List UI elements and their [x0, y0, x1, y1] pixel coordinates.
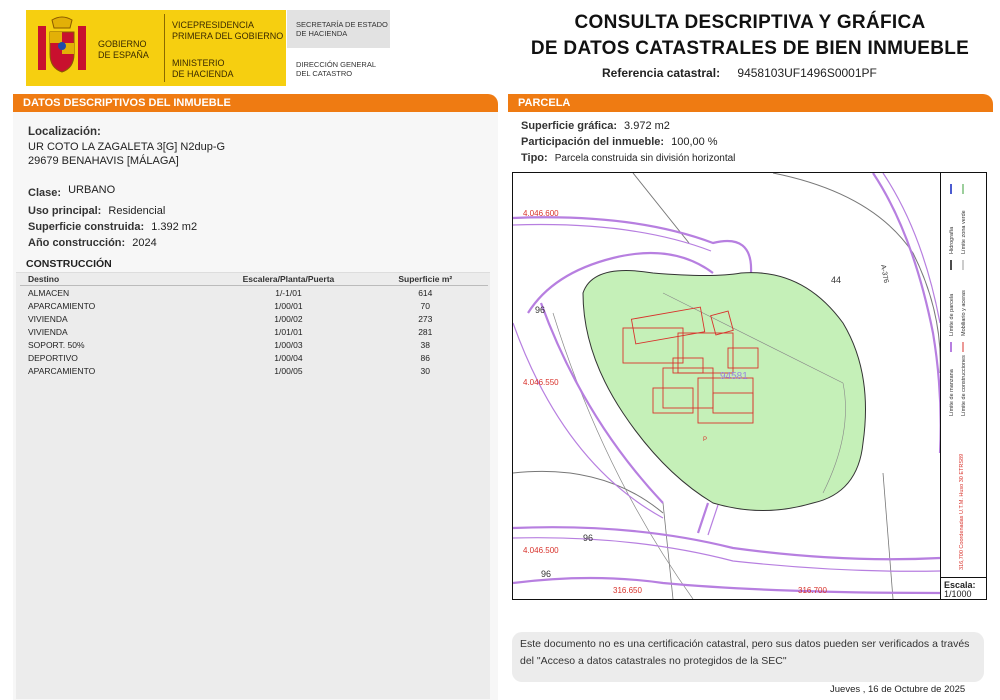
participacion-field	[521, 136, 718, 148]
label-96-a: 96	[535, 305, 546, 315]
cell-escalera: 1/00/03	[274, 339, 303, 350]
label-96-c: 96	[541, 569, 552, 579]
cell-destino: APARCAMIENTO	[28, 300, 96, 311]
sup-grafica-value: 3.972 m2	[624, 120, 670, 132]
section-datos-descriptivos	[13, 94, 498, 112]
legend-zona-verde: Límite zona verde	[961, 210, 967, 254]
title-line2: DE DATOS CATASTRALES DE BIEN INMUEBLE	[530, 38, 970, 59]
direccion-text	[296, 60, 376, 78]
cell-destino: VIVIENDA	[28, 313, 68, 324]
header-superficie: Superficie m²	[363, 273, 488, 286]
ministerio-text	[172, 58, 234, 80]
vice-line1: VICEPRESIDENCIA	[172, 20, 255, 30]
table-row	[20, 312, 488, 325]
label-96-b: 96	[583, 533, 594, 543]
anio-value: 2024	[132, 237, 157, 249]
participacion-label: Participación del inmueble:	[521, 136, 665, 148]
disclaimer-text: Este documento no es una certificación catastral, pero sus datos pueden ser verificados a través del "Acceso a datos catastrales no protegidos de la SEC"	[520, 638, 970, 667]
table-header-row	[20, 273, 488, 286]
localizacion-block	[28, 126, 225, 167]
gobierno-line1: GOBIERNO	[98, 39, 147, 49]
ministerio-line2: DE HACIENDA	[172, 69, 234, 79]
localizacion-line1: UR COTO LA ZAGALETA 3[G] N2dup-G	[28, 141, 226, 153]
cell-superficie: 30	[420, 365, 431, 376]
cell-superficie: 70	[420, 300, 431, 311]
table-row	[20, 325, 488, 338]
cell-superficie: 38	[420, 339, 431, 350]
cell-escalera: 1/00/02	[274, 313, 303, 324]
legend-drawing	[941, 174, 986, 576]
table-row	[20, 286, 488, 300]
gobierno-line2: DE ESPAÑA	[98, 50, 149, 60]
legend-construcciones: Límite de construcciones	[961, 355, 967, 416]
tipo-value: Parcela construida sin división horizontal	[554, 153, 736, 164]
table-row	[20, 299, 488, 312]
cell-superficie: 281	[418, 326, 433, 337]
superficie-field	[28, 221, 197, 233]
tipo-label: Tipo:	[521, 152, 548, 164]
uso-label: Uso principal:	[28, 205, 102, 217]
vicepresidencia-text	[172, 20, 283, 42]
superficie-label: Superficie construida:	[28, 221, 145, 233]
secretaria-line1: SECRETARÍA DE ESTADO	[296, 20, 388, 29]
clase-field	[28, 184, 116, 199]
scale-value: 1/1000	[944, 589, 972, 599]
anio-label: Año construcción:	[28, 237, 126, 249]
localizacion-line2: 29679 BENAHAVIS [MÁLAGA]	[28, 155, 179, 167]
header-escalera: Escalera/Planta/Puerta	[214, 273, 362, 286]
coord-316700: 316.700	[798, 586, 827, 595]
coord-4046550: 4.046.550	[523, 378, 559, 387]
uso-value: Residencial	[108, 205, 166, 217]
section-parcela	[508, 94, 993, 112]
ref-value: 9458103UF1496S0001PF	[737, 66, 877, 80]
tipo-field	[521, 152, 735, 164]
secretaria-text	[296, 20, 388, 38]
page-title	[520, 10, 980, 62]
uso-field	[28, 205, 165, 217]
clase-value: URBANO	[68, 184, 116, 196]
cell-superficie: 86	[420, 352, 431, 363]
scale-box	[940, 577, 987, 600]
section-datos-title: DATOS DESCRIPTIVOS DEL INMUEBLE	[23, 97, 231, 109]
coat-of-arms-icon	[34, 16, 90, 80]
ministerio-line1: MINISTERIO	[172, 58, 225, 68]
participacion-value: 100,00 %	[671, 136, 718, 148]
coord-4046600: 4.046.600	[523, 209, 559, 218]
header-destino: Destino	[20, 273, 214, 286]
direccion-line1: DIRECCIÓN GENERAL	[296, 60, 377, 69]
legend-parcela: Límite de parcela	[949, 293, 955, 336]
cell-destino: ALMACEN	[28, 287, 70, 298]
logo-divider	[164, 14, 165, 82]
cell-escalera: 1/00/04	[274, 352, 303, 363]
legend-mobiliario: Mobiliario y aceras	[961, 290, 967, 336]
label-44: 44	[831, 275, 842, 285]
sup-grafica-label: Superficie gráfica:	[521, 120, 617, 132]
coord-316650: 316.650	[613, 586, 642, 595]
cell-escalera: 1/01/01	[274, 326, 303, 337]
referencia-catastral	[602, 66, 877, 80]
cell-destino: SOPORT. 50%	[28, 339, 85, 350]
secretaria-line2: DE HACIENDA	[296, 29, 348, 38]
cell-superficie: 614	[418, 287, 433, 298]
construccion-table	[20, 273, 488, 377]
ref-label: Referencia catastral:	[602, 66, 721, 80]
anio-field	[28, 237, 157, 249]
cell-destino: DEPORTIVO	[28, 352, 78, 363]
legend-hidrografia: Hidrografía	[949, 226, 955, 254]
cell-escalera: 1/-1/01	[275, 287, 302, 298]
disclaimer-notice	[512, 632, 984, 682]
localizacion-label: Localización:	[28, 126, 101, 138]
legend-coordinates: 316,700 Coordenadas U.T.M. Huso 30 ETRS89	[959, 453, 965, 570]
section-parcela-title: PARCELA	[518, 97, 571, 109]
table-row	[20, 351, 488, 364]
gobierno-text	[98, 39, 149, 61]
parcel-letter: P	[703, 437, 708, 443]
table-row	[20, 338, 488, 351]
map-drawing	[513, 173, 940, 599]
label-road: A-376	[879, 264, 890, 284]
cell-escalera: 1/00/01	[274, 300, 303, 311]
legend-manzana: Límite de manzana	[949, 369, 955, 416]
title-line1: CONSULTA DESCRIPTIVA Y GRÁFICA	[574, 12, 926, 33]
sup-grafica-field	[521, 120, 670, 132]
coord-4046500: 4.046.500	[523, 546, 559, 555]
clase-label: Clase:	[28, 187, 62, 199]
cell-destino: VIVIENDA	[28, 326, 68, 337]
direccion-line2: DEL CATASTRO	[296, 69, 353, 78]
cell-escalera: 1/00/05	[274, 365, 303, 376]
vice-line2: PRIMERA DEL GOBIERNO	[172, 31, 284, 41]
cell-superficie: 273	[418, 313, 433, 324]
construccion-title: CONSTRUCCIÓN	[26, 258, 112, 270]
cell-destino: APARCAMIENTO	[28, 365, 96, 376]
parcel-number: 94581	[720, 371, 748, 382]
scale-label: Escala:	[944, 580, 976, 590]
table-row	[20, 364, 488, 377]
document-date: Jueves , 16 de Octubre de 2025	[830, 684, 966, 695]
superficie-value: 1.392 m2	[151, 221, 198, 233]
